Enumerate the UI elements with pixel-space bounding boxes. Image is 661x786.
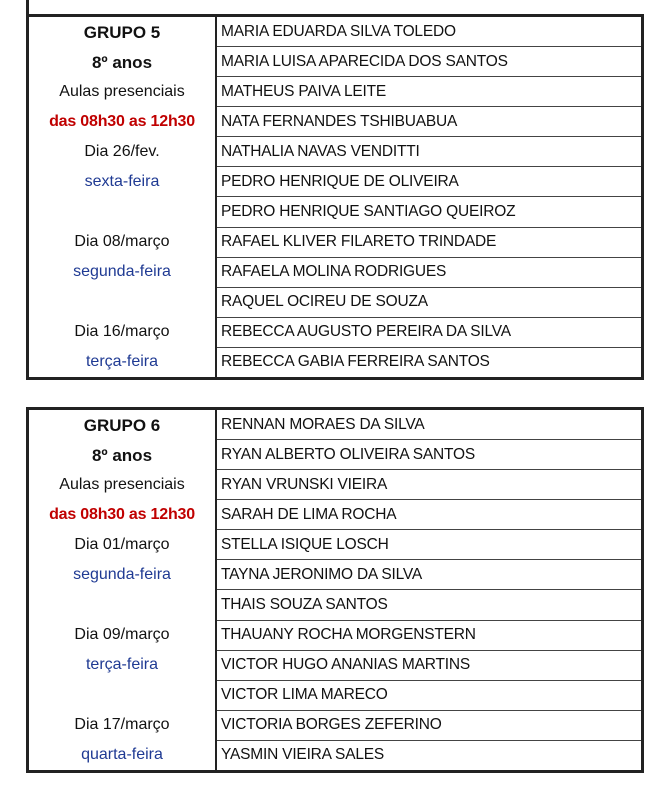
group-grade: 8º anos bbox=[91, 52, 153, 72]
session-weekday: segunda-feira bbox=[73, 566, 171, 583]
session-date: Dia 26/fev. bbox=[84, 143, 160, 160]
session-weekday: segunda-feira bbox=[73, 263, 171, 280]
session-date: Dia 17/março bbox=[74, 716, 170, 733]
student-row: PEDRO HENRIQUE DE OLIVEIRA bbox=[217, 167, 641, 197]
session-weekday: terça-feira bbox=[85, 353, 159, 370]
student-row: MARIA EDUARDA SILVA TOLEDO bbox=[217, 17, 641, 47]
student-row: REBECCA AUGUSTO PEREIRA DA SILVA bbox=[217, 318, 641, 348]
group-time: das 08h30 as 12h30 bbox=[49, 506, 195, 523]
student-row: TAYNA JERONIMO DA SILVA bbox=[217, 560, 641, 590]
student-row: VICTOR LIMA MARECO bbox=[217, 681, 641, 711]
spacer bbox=[29, 287, 215, 317]
session-date: Dia 16/março bbox=[74, 323, 170, 340]
group-mode: Aulas presenciais bbox=[59, 83, 185, 100]
student-row: THAIS SOUZA SANTOS bbox=[217, 590, 641, 620]
session-date: Dia 09/março bbox=[74, 626, 170, 643]
student-row: VICTOR HUGO ANANIAS MARTINS bbox=[217, 651, 641, 681]
session-weekday: sexta-feira bbox=[84, 173, 160, 190]
student-row: RENNAN MORAES DA SILVA bbox=[217, 410, 641, 440]
group-6-info bbox=[29, 410, 217, 770]
student-row: SARAH DE LIMA ROCHA bbox=[217, 500, 641, 530]
student-row: PEDRO HENRIQUE SANTIAGO QUEIROZ bbox=[217, 197, 641, 227]
student-row: NATA FERNANDES TSHIBUABUA bbox=[217, 107, 641, 137]
session-date: Dia 08/março bbox=[74, 233, 170, 250]
group-6-students bbox=[217, 410, 641, 770]
student-row: NATHALIA NAVAS VENDITTI bbox=[217, 137, 641, 167]
student-row: MARIA LUISA APARECIDA DOS SANTOS bbox=[217, 47, 641, 77]
spacer bbox=[29, 590, 215, 620]
session-weekday: quarta-feira bbox=[81, 746, 163, 763]
student-row: MATHEUS PAIVA LEITE bbox=[217, 77, 641, 107]
student-row: RYAN VRUNSKI VIEIRA bbox=[217, 470, 641, 500]
group-5-info bbox=[29, 17, 217, 377]
student-row: YASMIN VIEIRA SALES bbox=[221, 746, 385, 764]
student-row: VICTORIA BORGES ZEFERINO bbox=[217, 711, 641, 741]
group-mode: Aulas presenciais bbox=[59, 476, 185, 493]
student-row: REBECCA GABIA FERREIRA SANTOS bbox=[221, 353, 490, 371]
group-6-table bbox=[26, 407, 644, 773]
session-date: Dia 01/março bbox=[74, 536, 170, 553]
group-title: GRUPO 6 bbox=[83, 415, 161, 435]
group-5-table bbox=[26, 14, 644, 380]
student-row: STELLA ISIQUE LOSCH bbox=[217, 530, 641, 560]
student-row: THAUANY ROCHA MORGENSTERN bbox=[217, 621, 641, 651]
group-time: das 08h30 as 12h30 bbox=[49, 113, 195, 130]
session-weekday: terça-feira bbox=[85, 656, 159, 673]
top-border-line bbox=[26, 0, 29, 14]
student-row: RYAN ALBERTO OLIVEIRA SANTOS bbox=[217, 440, 641, 470]
group-5-students bbox=[217, 17, 641, 377]
group-title: GRUPO 5 bbox=[83, 22, 161, 42]
student-row: RAQUEL OCIREU DE SOUZA bbox=[217, 288, 641, 318]
spacer bbox=[29, 680, 215, 710]
spacer bbox=[29, 197, 215, 227]
group-grade: 8º anos bbox=[91, 445, 153, 465]
student-row: RAFAELA MOLINA RODRIGUES bbox=[217, 258, 641, 288]
student-row: RAFAEL KLIVER FILARETO TRINDADE bbox=[217, 228, 641, 258]
